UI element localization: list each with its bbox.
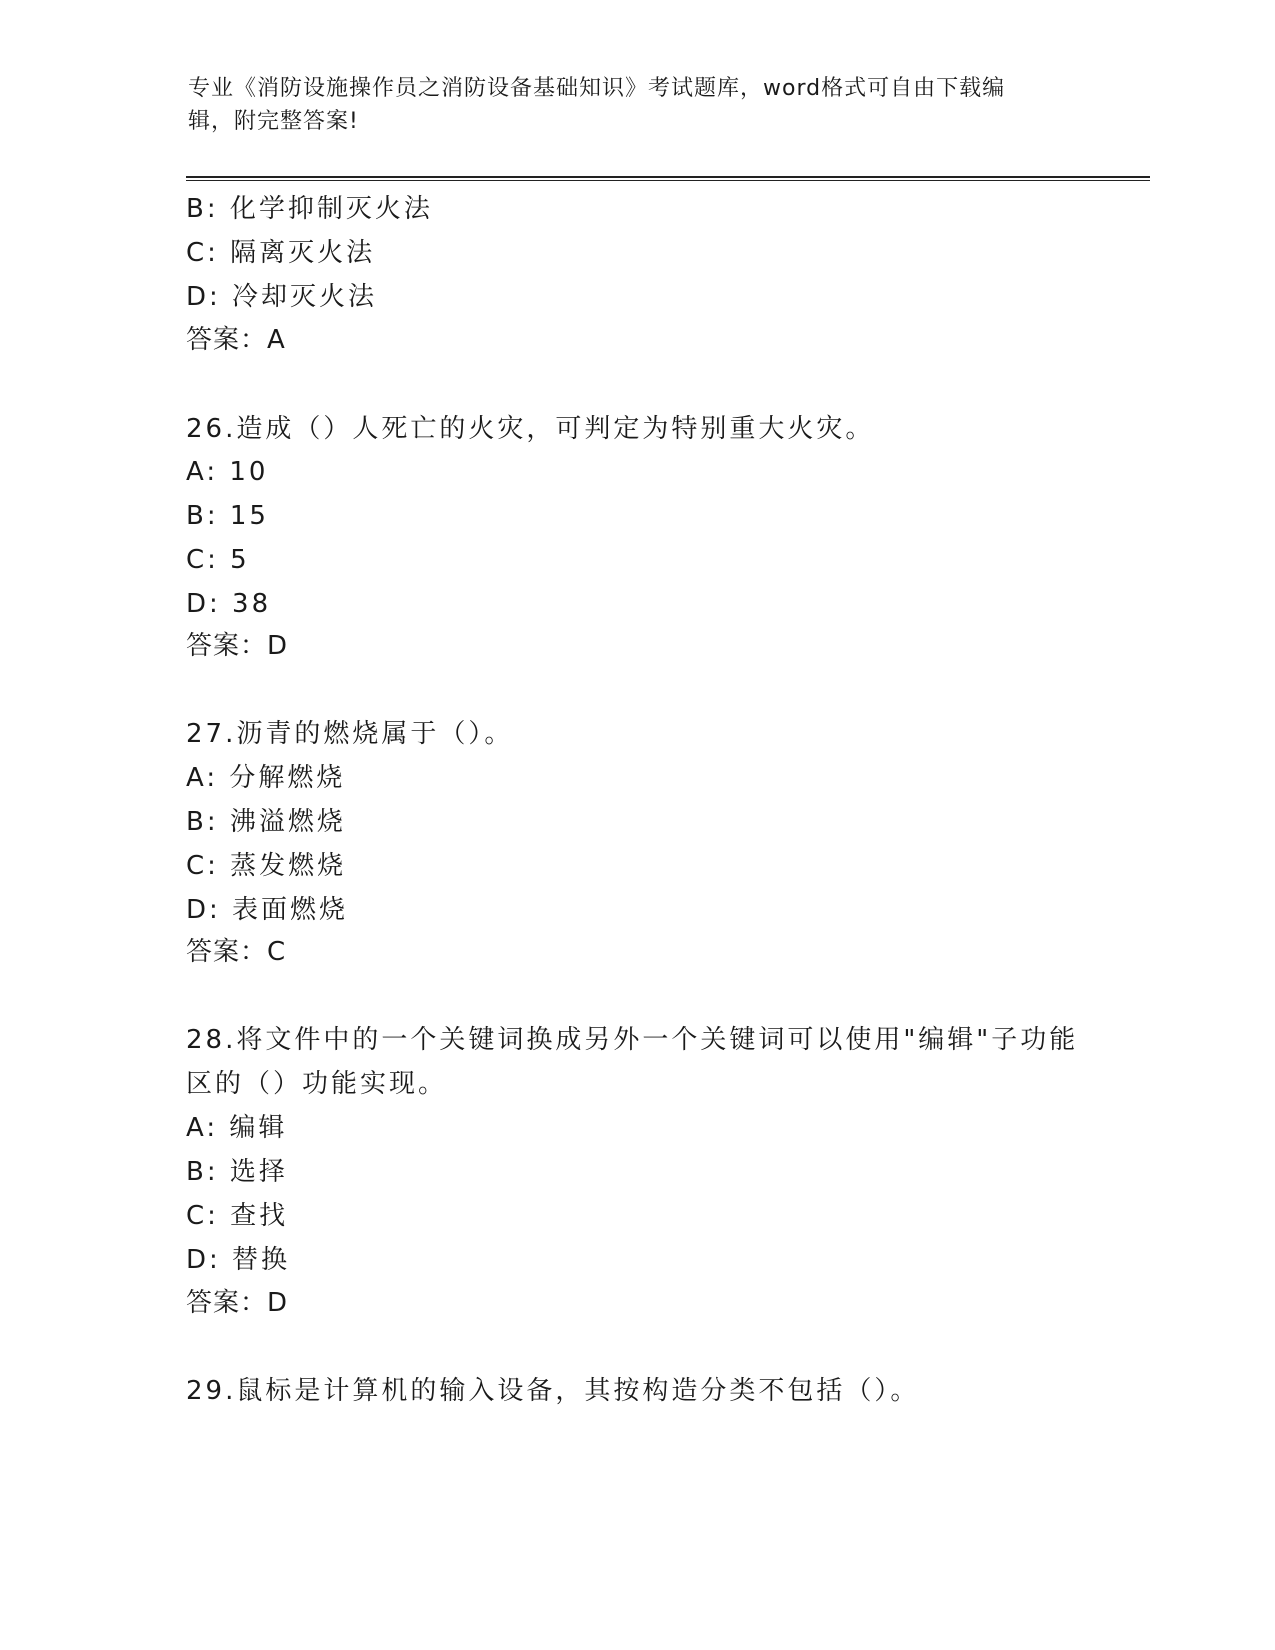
q28-option-a: A: 编辑 xyxy=(186,1113,288,1143)
q28-answer: 答案：D xyxy=(186,1288,289,1318)
q27-answer: 答案：C xyxy=(186,937,287,967)
q28-question-line-2: 区的（）功能实现。 xyxy=(186,1069,448,1099)
header-divider xyxy=(186,176,1150,181)
q27-option-a: A: 分解燃烧 xyxy=(186,763,346,793)
q28-option-d: D: 替换 xyxy=(186,1245,291,1275)
q26-question: 26.造成（）人死亡的火灾，可判定为特别重大火灾。 xyxy=(186,414,875,444)
q26-option-d: D: 38 xyxy=(186,589,272,619)
q25-answer: 答案：A xyxy=(186,325,286,355)
page-header xyxy=(188,72,1068,138)
q26-option-a: A: 10 xyxy=(186,457,269,487)
header-line-2: 辑，附完整答案! xyxy=(188,109,359,134)
q27-option-d: D: 表面燃烧 xyxy=(186,895,349,925)
q28-question-line-1: 28.将文件中的一个关键词换成另外一个关键词可以使用"编辑"子功能 xyxy=(186,1025,1079,1055)
q25-option-b: B: 化学抑制灭火法 xyxy=(186,194,433,224)
q29-question: 29.鼠标是计算机的输入设备，其按构造分类不包括（）。 xyxy=(186,1376,920,1406)
q26-option-b: B: 15 xyxy=(186,501,269,531)
q27-option-b: B: 沸溢燃烧 xyxy=(186,807,346,837)
q26-option-c: C: 5 xyxy=(186,545,250,575)
header-line-1: 专业《消防设施操作员之消防设备基础知识》考试题库，word格式可自由下载编 xyxy=(188,76,1006,101)
q25-option-d: D: 冷却灭火法 xyxy=(186,282,378,312)
q26-answer: 答案：D xyxy=(186,631,289,661)
q28-option-b: B: 选择 xyxy=(186,1157,288,1187)
q25-option-c: C: 隔离灭火法 xyxy=(186,238,376,268)
q27-question: 27.沥青的燃烧属于（）。 xyxy=(186,719,514,749)
q28-option-c: C: 查找 xyxy=(186,1201,289,1231)
q27-option-c: C: 蒸发燃烧 xyxy=(186,851,347,881)
